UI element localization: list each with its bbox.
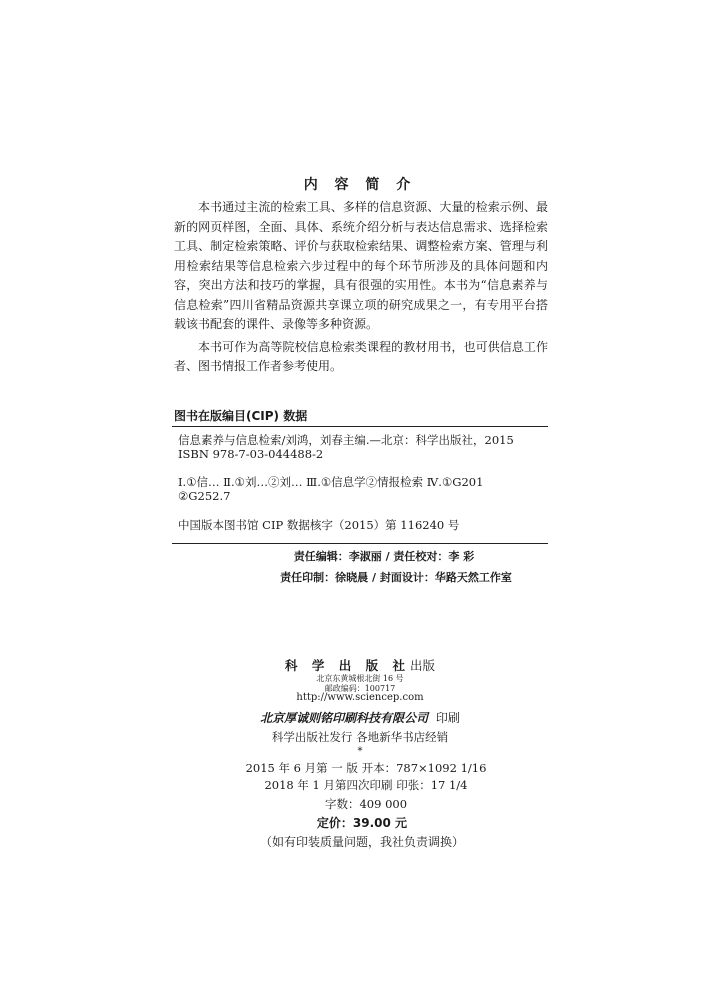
- publisher-url: http://www.sciencep.com: [296, 692, 424, 703]
- publisher-line: [0, 656, 720, 674]
- editor-credits: 责任编辑：李淑丽 / 责任校对：李 彩: [293, 550, 475, 563]
- production-credits: 责任印制：徐晓晨 / 封面设计：华路天然工作室: [280, 571, 512, 584]
- cip-isbn-line: ISBN 978-7-03-044488-2: [178, 447, 324, 461]
- intro-section: [174, 198, 548, 380]
- cip-bottom-rule: [172, 543, 548, 544]
- cip-title-line: 信息素养与信息检索/刘鸿，刘春主编.—北京：科学出版社，2015: [178, 433, 514, 447]
- cip-top-rule: [172, 426, 548, 427]
- printer-name: 北京厚诚则铭印刷科技有限公司: [260, 711, 429, 725]
- price: 定价：39.00 元: [316, 816, 408, 830]
- printing-line: 2018 年 1 月第四次印刷 印张：17 1/4: [264, 778, 468, 792]
- edition-line: 2015 年 6 月第 一 版 开本：787×1092 1/16: [245, 761, 487, 775]
- intro-paragraph: 本书可作为高等院校信息检索类课程的教材用书，也可供信息工作者、图书情报工作者参考使用。: [174, 339, 548, 373]
- word-count: 字数：409 000: [324, 797, 408, 811]
- printer-suffix: 印刷: [435, 711, 460, 725]
- publisher-zip: 邮政编码：100717: [324, 684, 396, 693]
- cip-subject-line-continued: ②G252.7: [178, 489, 231, 503]
- intro-paragraph: 本书通过主流的检索工具、多样的信息资源、大量的检索示例、最新的网页样图，全面、具体、系统介绍分析与表达信息需求、选择检索工具、制定检索策略、评价与获取检索结果、调整检索方案、管理与利用检索结果等信息检索六步过程中的每个环节所涉及的具体问题和内容，突出方法和技巧的掌握，具有很强的实用性。本书为“信息素养与信息检索”四川省精品资源共享课立项的研究成果之一，有专用平台搭载该书配套的课件、录像等多种资源。: [174, 200, 548, 331]
- publisher-address: 北京东黄城根北街 16 号: [316, 674, 404, 683]
- page-title: 内 容 简 介: [303, 177, 417, 193]
- cip-record-number: 中国版本图书馆 CIP 数据核字（2015）第 116240 号: [178, 518, 460, 532]
- printer-line: [0, 709, 720, 726]
- cip-subject-line: Ⅰ.①信… Ⅱ.①刘…②刘… Ⅲ.①信息学②情报检索 Ⅳ.①G201: [178, 475, 484, 489]
- publisher-name: 科 学 出 版 社: [285, 658, 410, 673]
- distribution-line: 科学出版社发行 各地新华书店经销: [271, 730, 449, 744]
- publisher-suffix: 出版: [409, 658, 435, 673]
- separator-star: *: [357, 746, 363, 757]
- cip-heading: 图书在版编目(CIP) 数据: [174, 409, 308, 423]
- quality-note: （如有印装质量问题，我社负责调换）: [259, 835, 464, 849]
